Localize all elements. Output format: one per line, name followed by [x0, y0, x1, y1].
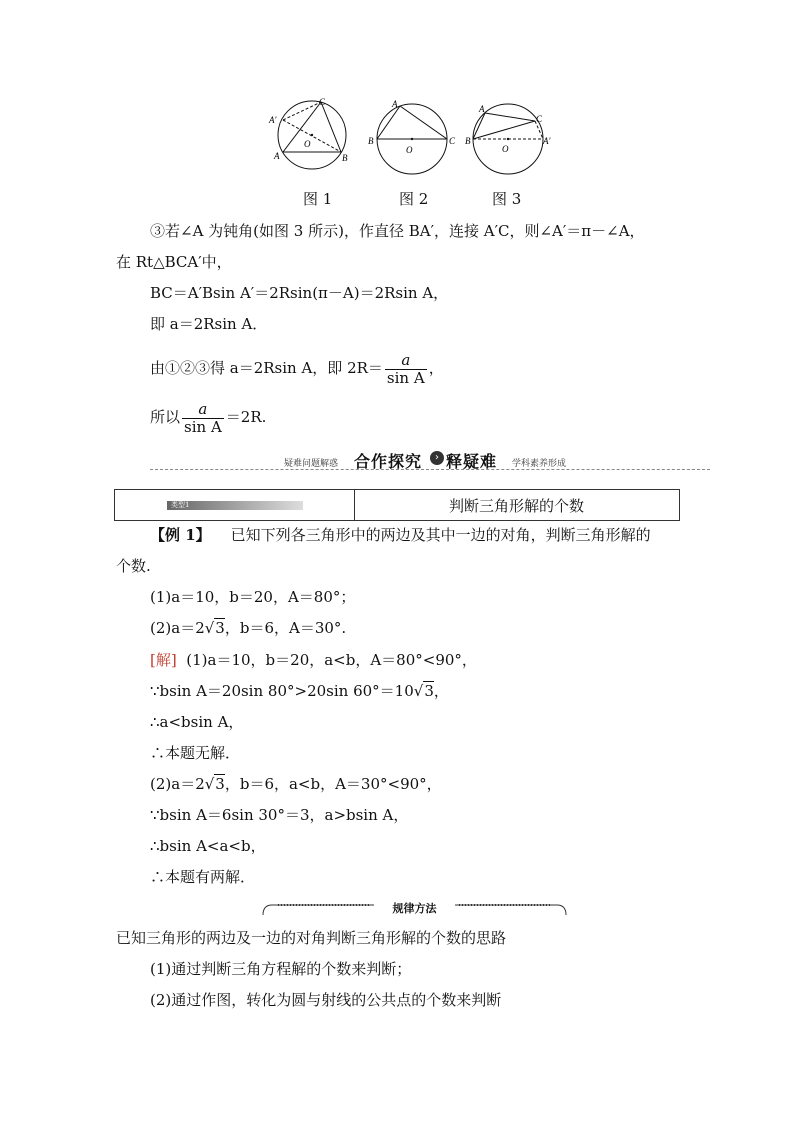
- proof-case3-line2: 在 Rt△BCA′中，: [116, 253, 232, 271]
- sqrt-sign: √: [204, 775, 215, 793]
- sqrt-sign: √: [413, 682, 424, 700]
- fig1-label: C: [319, 97, 326, 107]
- type-tag: 类型1: [167, 501, 303, 510]
- figure-caption: 图 3: [492, 190, 522, 208]
- example-q1: (1)a＝10，b＝20，A＝80°；: [150, 588, 356, 606]
- proof-eq2: 即 a＝2Rsin A．: [150, 315, 268, 333]
- fig1-label: A′: [269, 115, 277, 125]
- fig2-label: A: [392, 99, 398, 109]
- figure-caption: 图 2: [399, 190, 429, 208]
- solution-line3: ∴a<bsin A，: [150, 713, 244, 731]
- fig2-label: B: [368, 136, 374, 146]
- type-box: [114, 489, 680, 521]
- solution-line5: (2)a＝2√3，b＝6，a<b，A＝30°<90°，: [150, 775, 442, 793]
- banner-right-sub: 学科素养形成: [512, 459, 567, 469]
- method-line3: (2)通过作图，转化为圆与射线的公共点的个数来判断: [150, 991, 502, 1009]
- fig2-label: O: [406, 145, 413, 155]
- example-q2: (2)a＝2√3，b＝6，A＝30°.: [150, 619, 347, 637]
- sqrt-sign: √: [204, 619, 215, 637]
- type-title: 判断三角形解的个数: [448, 497, 584, 515]
- method-line2: (1)通过判断三角方程解的个数来判断；: [150, 960, 412, 978]
- figure-1: [268, 95, 358, 175]
- method-header: [262, 900, 567, 916]
- solution-line1: [解] (1)a＝10，b＝20，a<b，A＝80°<90°，: [150, 651, 477, 669]
- solution-line2: ∵bsin A＝20sin 80°>20sin 60°＝10√3，: [150, 682, 449, 700]
- banner-title2: 释疑难: [446, 452, 498, 471]
- fig2-label: C: [449, 136, 456, 146]
- solution-label: [解]: [150, 651, 177, 669]
- fig3-label: O: [502, 144, 509, 154]
- example-stem2: 个数.: [116, 557, 151, 575]
- fig3-label: C: [536, 114, 543, 124]
- section-banner: [150, 448, 710, 474]
- proof-eq3: 由①②③得 a＝2Rsin A，即 2R＝ $\frac{a}{\text{sin A}}$ ，: [150, 350, 444, 387]
- banner-rule: [150, 469, 710, 470]
- proof-case3-line1: ③若∠A 为钝角(如图 3 所示)，作直径 BA′，连接 A′C，则∠A′＝π－∠A，: [150, 222, 645, 240]
- fig3-label: B: [465, 136, 471, 146]
- proof-eq1: BC＝A′Bsin A′＝2Rsin(π－A)＝2Rsin A，: [150, 284, 449, 302]
- fraction: $\frac{a}{\text{sin A}}$: [386, 350, 425, 387]
- solution-line7: ∴bsin A<a<b，: [150, 837, 266, 855]
- solution-line8: ∴本题有两解．: [150, 868, 256, 886]
- fig3-label: A: [479, 104, 485, 114]
- fig1-label: O: [304, 139, 311, 149]
- method-line1: 已知三角形的两边及一边的对角判断三角形解的个数的思路: [116, 929, 507, 947]
- example-stem: [150, 525, 651, 545]
- eq3-prefix: 由①②③得 a＝2Rsin A，即 2R＝: [150, 359, 383, 377]
- solution-line6: ∵bsin A＝6sin 30°＝3，a>bsin A，: [150, 806, 409, 824]
- example-label: 【例 1】: [150, 526, 211, 544]
- figure-2: [366, 95, 461, 175]
- figure-caption: 图 1: [303, 190, 333, 208]
- banner-left-sub: 疑难问题解惑: [284, 459, 339, 469]
- fig3-label: A′: [543, 136, 551, 146]
- figure-3: [465, 95, 560, 175]
- proof-eq4: 所以 $\frac{a}{\text{sin A}}$ ＝2R.: [150, 399, 267, 436]
- fraction: $\frac{a}{\text{sin A}}$: [184, 399, 222, 436]
- solution-line4: ∴本题无解．: [150, 744, 241, 762]
- method-label: 规律方法: [392, 902, 437, 915]
- banner-title: 合作探究: [354, 452, 423, 471]
- fig1-label: A: [274, 151, 280, 161]
- example-stem-text: 已知下列各三角形中的两边及其中一边的对角，判断三角形解的: [230, 526, 651, 544]
- fig1-label: B: [342, 153, 348, 163]
- chevron-right-icon: ›: [430, 451, 444, 465]
